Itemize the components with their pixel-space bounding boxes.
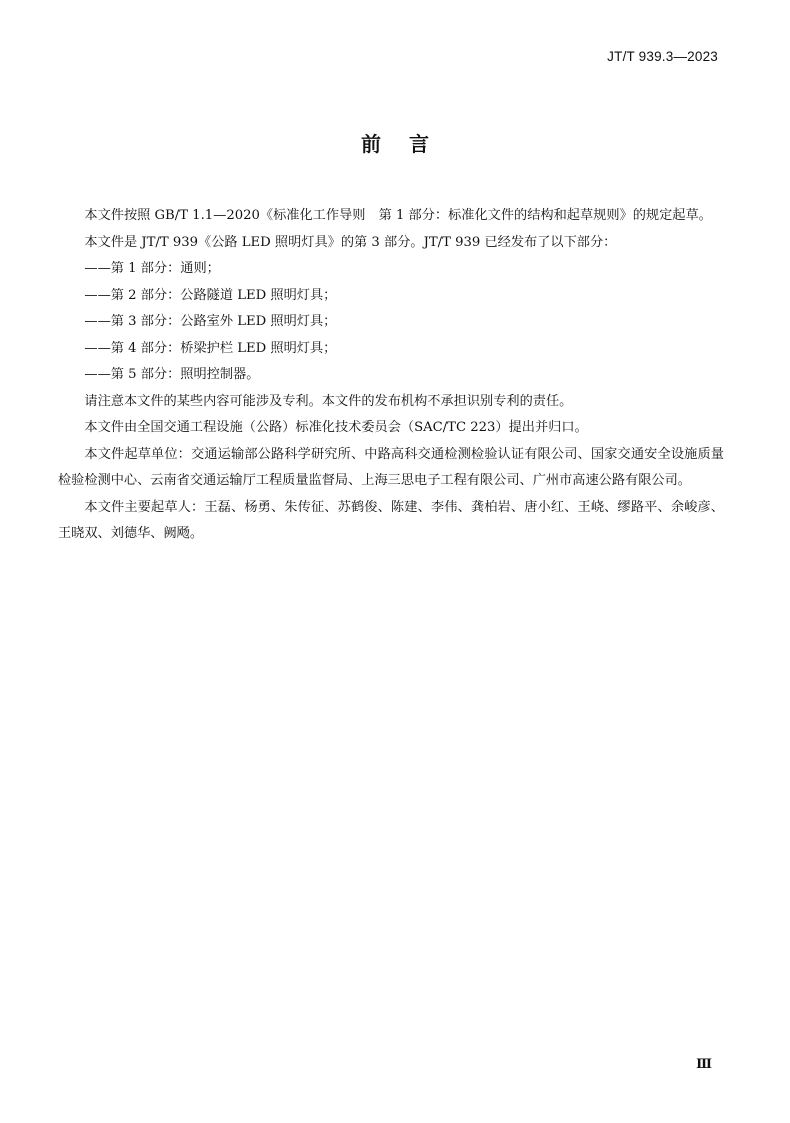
list-item-part-3: ——第 3 部分：公路室外 LED 照明灯具； (84, 314, 337, 329)
list-item-part-1: ——第 1 部分：通则； (84, 261, 220, 276)
page-number: Ⅲ (696, 1057, 712, 1072)
paragraph-drafting-rules: 本文件按照 GB/T 1.1—2020《标准化工作导则 第 1 部分：标准化文件的结构和起草规则》的规定起草。 (84, 208, 712, 223)
paragraph-proposer: 本文件由全国交通工程设施（公路）标准化技术委员会（SAC/TC 223）提出并归口。 (84, 420, 588, 435)
page-title: 前言 (361, 132, 457, 156)
foreword-body (58, 203, 724, 548)
paragraph-series-intro: 本文件是 JT/T 939《公路 LED 照明灯具》的第 3 部分。JT/T 939 已经发布了以下部分： (84, 234, 617, 250)
paragraph-patent-notice: 请注意本文件的某些内容可能涉及专利。本文件的发布机构不承担识别专利的责任。 (84, 393, 573, 409)
list-item-part-2: ——第 2 部分：公路隧道 LED 照明灯具； (84, 287, 337, 303)
list-item-part-5: ——第 5 部分：照明控制器。 (84, 367, 260, 382)
standard-code-header: JT/T 939.3—2023 (607, 49, 718, 64)
paragraph-drafters: 本文件主要起草人：王磊、杨勇、朱传征、苏鹤俊、陈建、李伟、龚柏岩、唐小红、王峣、缪路平、余峻彦、王晓双、刘德华、阙飏。 (58, 499, 724, 541)
paragraph-drafting-units: 本文件起草单位：交通运输部公路科学研究所、中路高科交通检测检验认证有限公司、国家交通安全设施质量检验检测中心、云南省交通运输厅工程质量监督局、上海三思电子工程有限公司、广州市高速公路有限公司。 (58, 446, 724, 488)
list-item-part-4: ——第 4 部分：桥梁护栏 LED 照明灯具； (84, 340, 337, 356)
